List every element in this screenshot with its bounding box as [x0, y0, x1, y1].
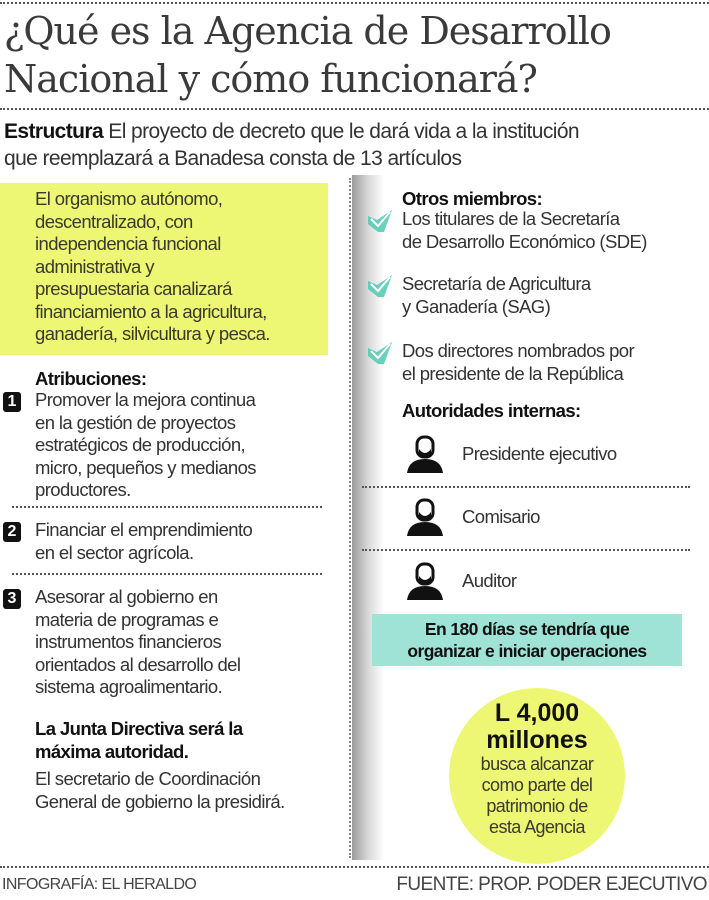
text-line: y Ganadería (SAG) — [402, 295, 551, 317]
intro-label: Estructura — [4, 120, 104, 143]
authority-label: Auditor — [462, 570, 517, 591]
authority-label: Comisario — [462, 506, 540, 527]
title-line-1: ¿Qué es la Agencia de Desarrollo — [4, 9, 611, 53]
other-members-heading: Otros miembros: — [402, 188, 543, 209]
text-line: en el sector agrícola. — [35, 541, 194, 563]
divider — [12, 573, 322, 575]
member-item — [402, 340, 634, 385]
attribution-3 — [35, 586, 240, 699]
divider — [12, 506, 322, 508]
attribution-2 — [35, 519, 252, 564]
text-line: productores. — [35, 479, 131, 500]
text-line: financiamiento a la agricultura, — [35, 300, 267, 322]
check-icon — [368, 342, 392, 364]
person-icon — [405, 435, 445, 475]
top-divider — [0, 2, 709, 4]
text-line: busca alcanzar — [480, 754, 594, 774]
intro-line-2: que reemplazará a Banadesa consta de 13 artículos — [4, 147, 462, 170]
capital-description — [449, 754, 625, 838]
column-divider — [349, 178, 351, 858]
text-line: ganadería, silvicultura y pesca. — [35, 323, 270, 344]
text-line: Secretaría de Agricultura — [402, 273, 591, 294]
text-line: En 180 días se tendría que — [424, 619, 630, 639]
text-line: esta Agencia — [489, 817, 585, 837]
text-line: Los titulares de la Secretaría — [402, 208, 620, 229]
divider — [362, 486, 690, 488]
person-icon — [405, 498, 445, 538]
title-divider — [0, 108, 709, 110]
text-line: General de gobierno la presidirá. — [35, 790, 285, 812]
text-line: sistema agroalimentario. — [35, 676, 223, 697]
authority-label: Presidente ejecutivo — [462, 443, 617, 464]
title-line-2: Nacional y cómo funcionará? — [4, 57, 537, 101]
summary-text — [35, 188, 270, 346]
footer-divider — [0, 866, 709, 868]
text-line: de Desarrollo Económico (SDE) — [402, 230, 647, 252]
internal-authorities-heading: Autoridades internas: — [402, 400, 581, 421]
divider — [362, 549, 690, 551]
capital-text — [449, 700, 625, 838]
text-line: Promover la mejora continua — [35, 389, 256, 410]
text-line: en la gestión de proyectos — [35, 411, 236, 433]
intro-line-1: El proyecto de decreto que le dará vida a la institución — [108, 120, 579, 143]
text-line: estratégicos de producción, — [35, 434, 246, 455]
text-line: micro, pequeños y medianos — [35, 456, 256, 478]
member-item — [402, 208, 647, 253]
person-icon — [405, 562, 445, 602]
footer-credit: INFOGRAFÍA: EL HERALDO — [2, 876, 197, 893]
number-badge-3: 3 — [3, 589, 21, 609]
text-line: descentralizado, con — [35, 210, 193, 232]
board-text — [35, 768, 285, 813]
text-line: presupuestaria canalizará — [35, 278, 232, 299]
text-line: La Junta Directiva será la — [35, 718, 243, 739]
deadline-text — [372, 618, 682, 662]
member-item — [402, 273, 591, 318]
text-line: como parte del — [481, 775, 593, 795]
attribution-1 — [35, 389, 256, 502]
board-heading — [35, 718, 243, 763]
text-line: máxima autoridad. — [35, 740, 189, 762]
text-line: el presidente de la República — [402, 362, 624, 384]
text-line: patrimonio de — [486, 796, 588, 816]
number-badge-2: 2 — [3, 522, 21, 542]
intro — [4, 118, 579, 172]
text-line: independencia funcional — [35, 233, 221, 254]
check-icon — [368, 210, 392, 232]
capital-unit: millones — [486, 726, 588, 754]
attributions-heading: Atribuciones: — [35, 368, 147, 389]
check-icon — [368, 275, 392, 297]
text-line: El secretario de Coordinación — [35, 768, 261, 789]
text-line: administrativa y — [35, 255, 154, 277]
text-line: Asesorar al gobierno en — [35, 586, 218, 607]
capital-amount: L 4,000 — [494, 699, 580, 727]
number-badge-1: 1 — [3, 392, 21, 412]
text-line: instrumentos financieros — [35, 631, 222, 652]
text-line: organizar e iniciar operaciones — [407, 641, 647, 661]
footer-source: FUENTE: PROP. PODER EJECUTIVO — [396, 874, 707, 895]
text-line: Financiar el emprendimiento — [35, 519, 253, 540]
text-line: orientados al desarrollo del — [35, 653, 241, 675]
text-line: Dos directores nombrados por — [402, 340, 635, 361]
text-line: materia de programas e — [35, 608, 219, 630]
text-line: El organismo autónomo, — [35, 188, 223, 209]
